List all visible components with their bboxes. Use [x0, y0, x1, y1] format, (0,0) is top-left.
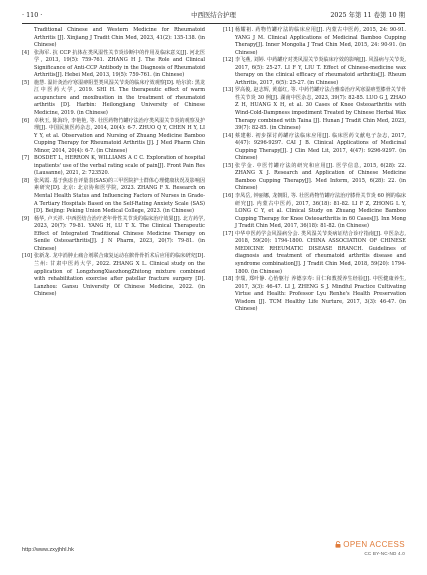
- journal-title: 中西医结合护理: [191, 11, 236, 19]
- reference-number: [17]: [223, 230, 234, 237]
- reference-number: [7]: [22, 155, 30, 162]
- reference-number: [6]: [22, 117, 30, 124]
- reference-text: 李飞燕, 刘婷. 中药罐疗对类风湿关节炎临床疗效的影响[J]. 风湿病与关节炎, 2017, 6(5): 25-27. LI F Y, LIU T. Effect of Chinese-medicine wax therapy on the clinical efficacy of rheumatoid arthritis[J]. Rheum Arthritis, 2017, 6(5): 25-27. (in Chinese): [235, 57, 406, 86]
- reference-number: [13]: [223, 87, 234, 94]
- reference-number: [12]: [223, 57, 234, 64]
- reference-text: 卓秋玉, 陈海玲, 李艳艳, 等. 壮医药物竹罐疗法治疗类风湿关节炎的观察及护理[J]. 中国民族医药杂志, 2014, 20(4): 6-7. ZHUO Q Y, CHEN H Y, LI Y Y, et al. Observation and Nursing of Zhuang Medicine Bamboo Cupping Therapy for Rheumatoid Arthritis [J]. J Med Pharm Chin Minor, 2014, 20(4): 6-7. (in Chinese): [34, 117, 205, 154]
- reference-entry: [22, 155, 205, 178]
- reference-text: 张新龙. 龙中消肿止痛合剂联合康复运动在髌骨骨折术后应用的临床研究[D]. 兰州: 甘肃中医药大学, 2022. ZHANG X L. Clinical study on the application of LongzhongXiaozhongZhitong mixture combined with rehabilitation exercise after patellar fracture surgery [D]. Lanzhou: Gansu University Of Chinese Medicine, 2022. (in Chinese): [34, 253, 205, 298]
- reference-entry: [22, 178, 205, 216]
- open-lock-icon: [335, 541, 341, 548]
- footer-url[interactable]: http://www.zxyjhhl.hk: [22, 547, 74, 553]
- reference-text: 罗高俊, 赵志辉, 黄嘉红, 等. 中药竹罐疗法合雅泰治疗风寒湿痹型膝骨关节骨性关节炎 30 例[J]. 湖南中医杂志, 2023, 39(7): 82-85. LUO G J, ZHAO Z H, HUANG X H, et al. 30 Cases of Knee Osteoarthritis with Wind-Cold-Dampness impediment Treated by Chinese Herbal Wax Therapy combined with Taina [J]. Hunan J Tradit Chin Med, 2023, 39(7): 82-85. (in Chinese): [235, 87, 406, 132]
- open-access-badge: [315, 540, 405, 557]
- reference-entry: [223, 27, 406, 57]
- reference-entry: [22, 118, 205, 156]
- header-rule: [22, 23, 405, 24]
- page-header: [22, 8, 405, 22]
- reference-entry: [223, 276, 406, 314]
- page-number: · 110 ·: [22, 11, 43, 19]
- reference-text: 李凤岳, 钟丽娜, 龙朝阳, 等. 壮医药物竹罐疗法治疗膝骨关节炎 60 例的临床研究[J]. 内蒙古中医药, 2017, 36(18): 81-82. LI F Z, ZHONG L Y, LONG C Y, et al. Clinical Study on Zhuang Medicine Bamboo Cupping Therapy for Knee Osteoarthritis in 60 Cases[J]. Inn Mong J Tradit Chin Med, 2017, 36(18): 81-82. (in Chinese): [235, 193, 406, 230]
- reference-number: [14]: [223, 132, 234, 139]
- reference-number: [8]: [22, 177, 30, 184]
- open-access-text: OPEN ACCESS: [343, 540, 405, 549]
- reference-entry: [22, 216, 205, 254]
- reference-entry: [22, 50, 205, 80]
- reference-entry: [223, 231, 406, 276]
- reference-text: 施慧. 温针灸治疗寒湿痹阻型类风湿关节炎的临床疗效观察[D]. 哈尔滨: 黑龙江中医药大学, 2019. SHI H. The therapeutic effect of warm acupuncture and moxibustion in the treatment of rheumatoid arthritis [D]. Harbin: Heilongjiang University of Chinese Medicine, 2019. (in Chinese): [34, 79, 205, 117]
- references-left-column: [22, 27, 205, 299]
- reference-number: [4]: [22, 49, 30, 56]
- reference-number: [11]: [223, 27, 234, 33]
- reference-text: 中华中医药学会风湿病分会. 类风湿关节炎病证结合诊疗指南[J]. 中医杂志, 2018, 59(20): 1794-1800. CHINA ASSOCIATION OF CHINESE MEDICINE RHEUMATIC DISEASE BRANCH. Guidelines of diagnosis and treatment of rheumatoid arthritis disease and syndrome combination[J]. J Tradit Chin Med, 2018, 59(20): 1794-1800. (in Chinese): [235, 230, 406, 275]
- references-right-column: [223, 27, 406, 314]
- reference-text: 杨华, 卢天祥. 中西医结合治疗老年骨性关节炎的临床治疗效果[J]. 北方药学, 2023, 20(7): 79-81. YANG H, LU T X. The Clinical Therapeutic Effect of Integrated Traditional Chinese Medicine Therapy on Senile Osteoarthritis[J]. J N Pharm, 2023, 20(7): 79-81. (in Chinese): [34, 215, 205, 252]
- reference-entry: [223, 87, 406, 132]
- reference-number: [15]: [223, 162, 234, 169]
- reference-text: 张海军. 抗 CCP 抗体在类风湿性关节炎诊断中的作用及临床意义[J]. 河北医学, 2013, 19(5): 759-761. ZHANG H J. The Role and Clinical Significance of Anti-CCP Antibody in the Diagnosis of Rheumatoid Arthritis[J]. Hebei Med, 2013, 19(5): 759-761. (in Chinese): [34, 49, 205, 79]
- reference-entry: [22, 27, 205, 50]
- reference-entry: [223, 163, 406, 193]
- open-access-label: [315, 540, 405, 550]
- issue-info: 2025 年第 11 卷第 10 期: [330, 11, 405, 19]
- reference-text: 李瑞, 郑叶静. 心怡躯行 养德享寿: 目仁和教授养生经验[J]. 中医健康养生, 2017, 3(3): 46-47. LI J, ZHENG S J. Mindful Practice Cultivating Virtue and Health: Professor Lyu Renhe's Health Preservation Wisdom [J]. TCM Healthy Life Nurture, 2017, 3(3): 46-47. (in Chinese): [235, 276, 406, 313]
- reference-number: [9]: [22, 215, 30, 222]
- reference-text: 蔡建彬. 初步探讨药罐疗法临床应用[J]. 临床医药文献电子杂志, 2017, 4(47): 9296-9297. CAI J B. Clinical Applications of Medicinal Cupping Therapy[J]. J Clin Med Lit, 2017, 4(47): 9296-9297. (in Chinese): [235, 132, 406, 162]
- reference-number: [18]: [223, 276, 234, 283]
- reference-entry: [223, 193, 406, 231]
- reference-entry: [223, 133, 406, 163]
- reference-text: 张学金. 中医竹罐疗法的研究和应用[J]. 医学信息, 2015, 6(28): 22. ZHANG X J. Research and Application of Chinese Medicine Bamboo Cupping Therapy[J]. Med Inform, 2015, 6(28): 22. (in Chinese): [235, 162, 406, 192]
- reference-number: [16]: [223, 193, 234, 200]
- reference-entry: [22, 253, 205, 298]
- reference-number: [5]: [22, 79, 30, 86]
- reference-text: 张风霞. 基于焦虑自评量表(SAS)的三甲医院护士群体心理健康状况及影响因素研究[D]. 北京: 北京协和医学院, 2023. ZHANG F X. Research on Mental Health Status and Influencing Factors of Nurses in Grade-A Tertiary Hospitals Based on the Self-Rating Anxiety Scale (SAS)[D]. Beijing: Peking Union Medical College, 2023. (in Chinese): [34, 177, 205, 215]
- reference-text: 杨耀祖. 药物竹罐疗法的临床应用[J]. 内蒙古中医药, 2015, 24: 90-91. YANG J M. Clinical Applications of Medicinal Bamboo Cupping Therapy[J]. Inner Mongolia J Trad Chin Med, 2015, 24: 90-91. (in Chinese): [235, 27, 406, 56]
- reference-text: Traditional Chinese and Western Medicine for Rheumatoid Arthritis [J]. Xinjiang J Tradit Chin Med, 2023, 41(2): 135-138. (in Chinese): [34, 27, 205, 49]
- reference-number: [10]: [22, 253, 33, 260]
- reference-text: BOSDET L, HERRON K, WILLIAMS A C C. Exploration of hospital inpatients' use of the verbal rating scale of pain[J]. Front Pain Res (Lausanne), 2021, 2: 723520.: [34, 155, 205, 177]
- license-text: CC BY-NC-ND 4.0: [364, 551, 405, 556]
- reference-entry: [22, 80, 205, 118]
- reference-entry: [223, 57, 406, 87]
